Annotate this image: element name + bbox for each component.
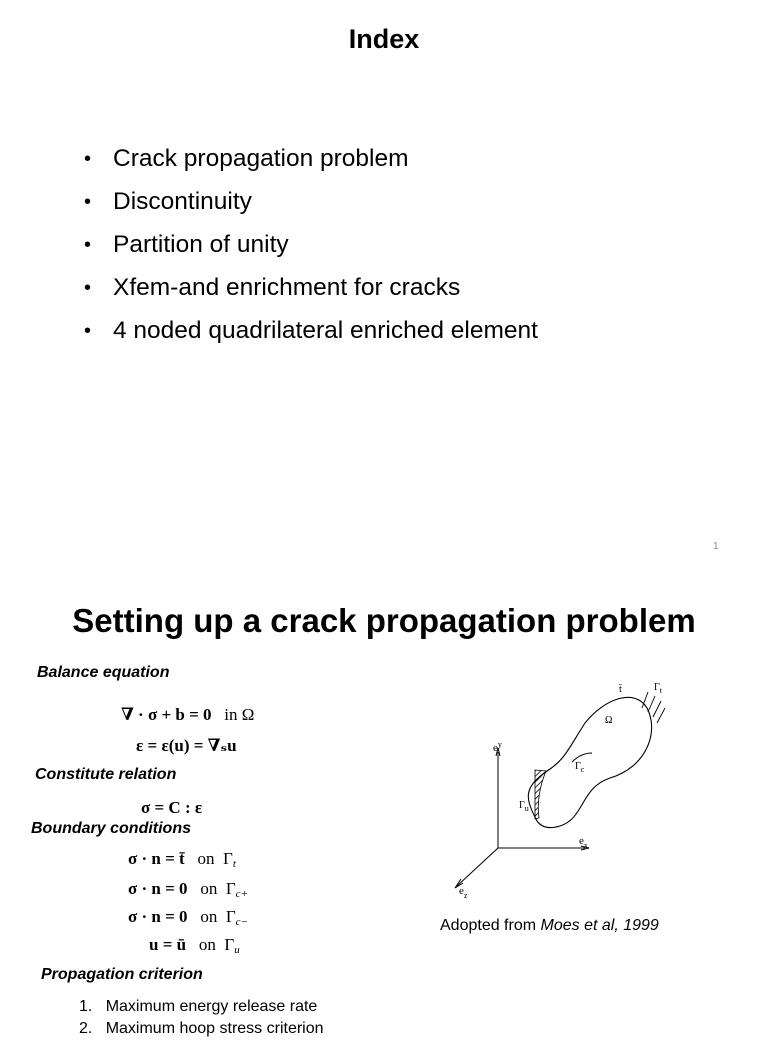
balance-equation-lhs: ∇ · σ + b = 0 bbox=[121, 705, 212, 724]
slide-crack-problem bbox=[0, 578, 768, 1037]
ez-label: $e_z$ bbox=[459, 885, 468, 900]
page-number: 1 bbox=[713, 541, 719, 552]
figure-credit-source: Moes et al, 1999 bbox=[540, 917, 659, 934]
bullet-list bbox=[84, 140, 538, 355]
bullet-text: Crack propagation problem bbox=[113, 145, 409, 172]
gamma-u-label: $\Gamma_u$ bbox=[519, 800, 529, 813]
boundary-condition-row: u = ū on Γu bbox=[149, 935, 240, 956]
figure-credit: Adopted from Moes et al, 1999 bbox=[440, 917, 659, 934]
bullet-item bbox=[84, 269, 538, 312]
bullet-dot-icon: • bbox=[84, 277, 92, 299]
z-axis bbox=[457, 848, 498, 886]
crack-domain-figure bbox=[435, 678, 675, 903]
traction-arrow-icon bbox=[653, 701, 661, 717]
boundary-condition-row: σ · n = 0 on Γc− bbox=[128, 907, 248, 928]
ex-label: $e_x$ bbox=[579, 835, 588, 850]
traction-arrow-icon bbox=[648, 696, 655, 712]
bullet-item bbox=[84, 183, 538, 226]
bullet-dot-icon: • bbox=[84, 191, 92, 213]
bullet-text: Xfem-and enrichment for cracks bbox=[113, 274, 461, 301]
balance-equation bbox=[121, 705, 254, 725]
ey-label: $e^y$ bbox=[493, 740, 502, 754]
bullet-dot-icon: • bbox=[84, 234, 92, 256]
omega-label: Ω bbox=[605, 715, 613, 726]
slide-title: Setting up a crack propagation problem bbox=[72, 602, 696, 639]
gamma-t-label: $\Gamma_t$ bbox=[654, 682, 663, 695]
bullet-item bbox=[84, 312, 538, 355]
bullet-dot-icon: • bbox=[84, 320, 92, 342]
traction-arrow-icon bbox=[657, 708, 665, 723]
balance-equation-heading: Balance equation bbox=[37, 664, 170, 681]
bullet-item bbox=[84, 140, 538, 183]
boundary-condition-row: σ · n = 0 on Γc+ bbox=[128, 879, 248, 900]
boundary-condition-row: σ · n = t̄ on Γt bbox=[128, 849, 236, 870]
fixed-support-hatch bbox=[535, 770, 546, 819]
list-item: 2. Maximum hoop stress criterion bbox=[79, 1020, 324, 1037]
bullet-dot-icon: • bbox=[84, 148, 92, 170]
balance-equation-region: in Ω bbox=[224, 705, 255, 724]
slide-title: Index bbox=[348, 24, 420, 54]
bullet-text: Partition of unity bbox=[113, 231, 289, 258]
constitutive-relation-heading: Constitute relation bbox=[35, 766, 177, 783]
list-item: 1. Maximum energy release rate bbox=[79, 998, 318, 1015]
strain-displacement-equation: ε = ε(u) = ∇ₛu bbox=[136, 736, 237, 755]
bullet-item bbox=[84, 226, 538, 269]
traction-label: t̄ bbox=[619, 684, 622, 695]
boundary-conditions-heading: Boundary conditions bbox=[31, 820, 191, 837]
bullet-text: Discontinuity bbox=[113, 188, 252, 215]
constitutive-equation: σ = C : ε bbox=[141, 798, 203, 817]
propagation-criterion-heading: Propagation criterion bbox=[41, 966, 203, 983]
domain-omega-shape bbox=[528, 697, 651, 827]
gamma-c-label: $\Gamma_c$ bbox=[575, 761, 585, 774]
criteria-list bbox=[79, 996, 324, 1040]
bullet-text: 4 noded quadrilateral enriched element bbox=[113, 317, 538, 344]
